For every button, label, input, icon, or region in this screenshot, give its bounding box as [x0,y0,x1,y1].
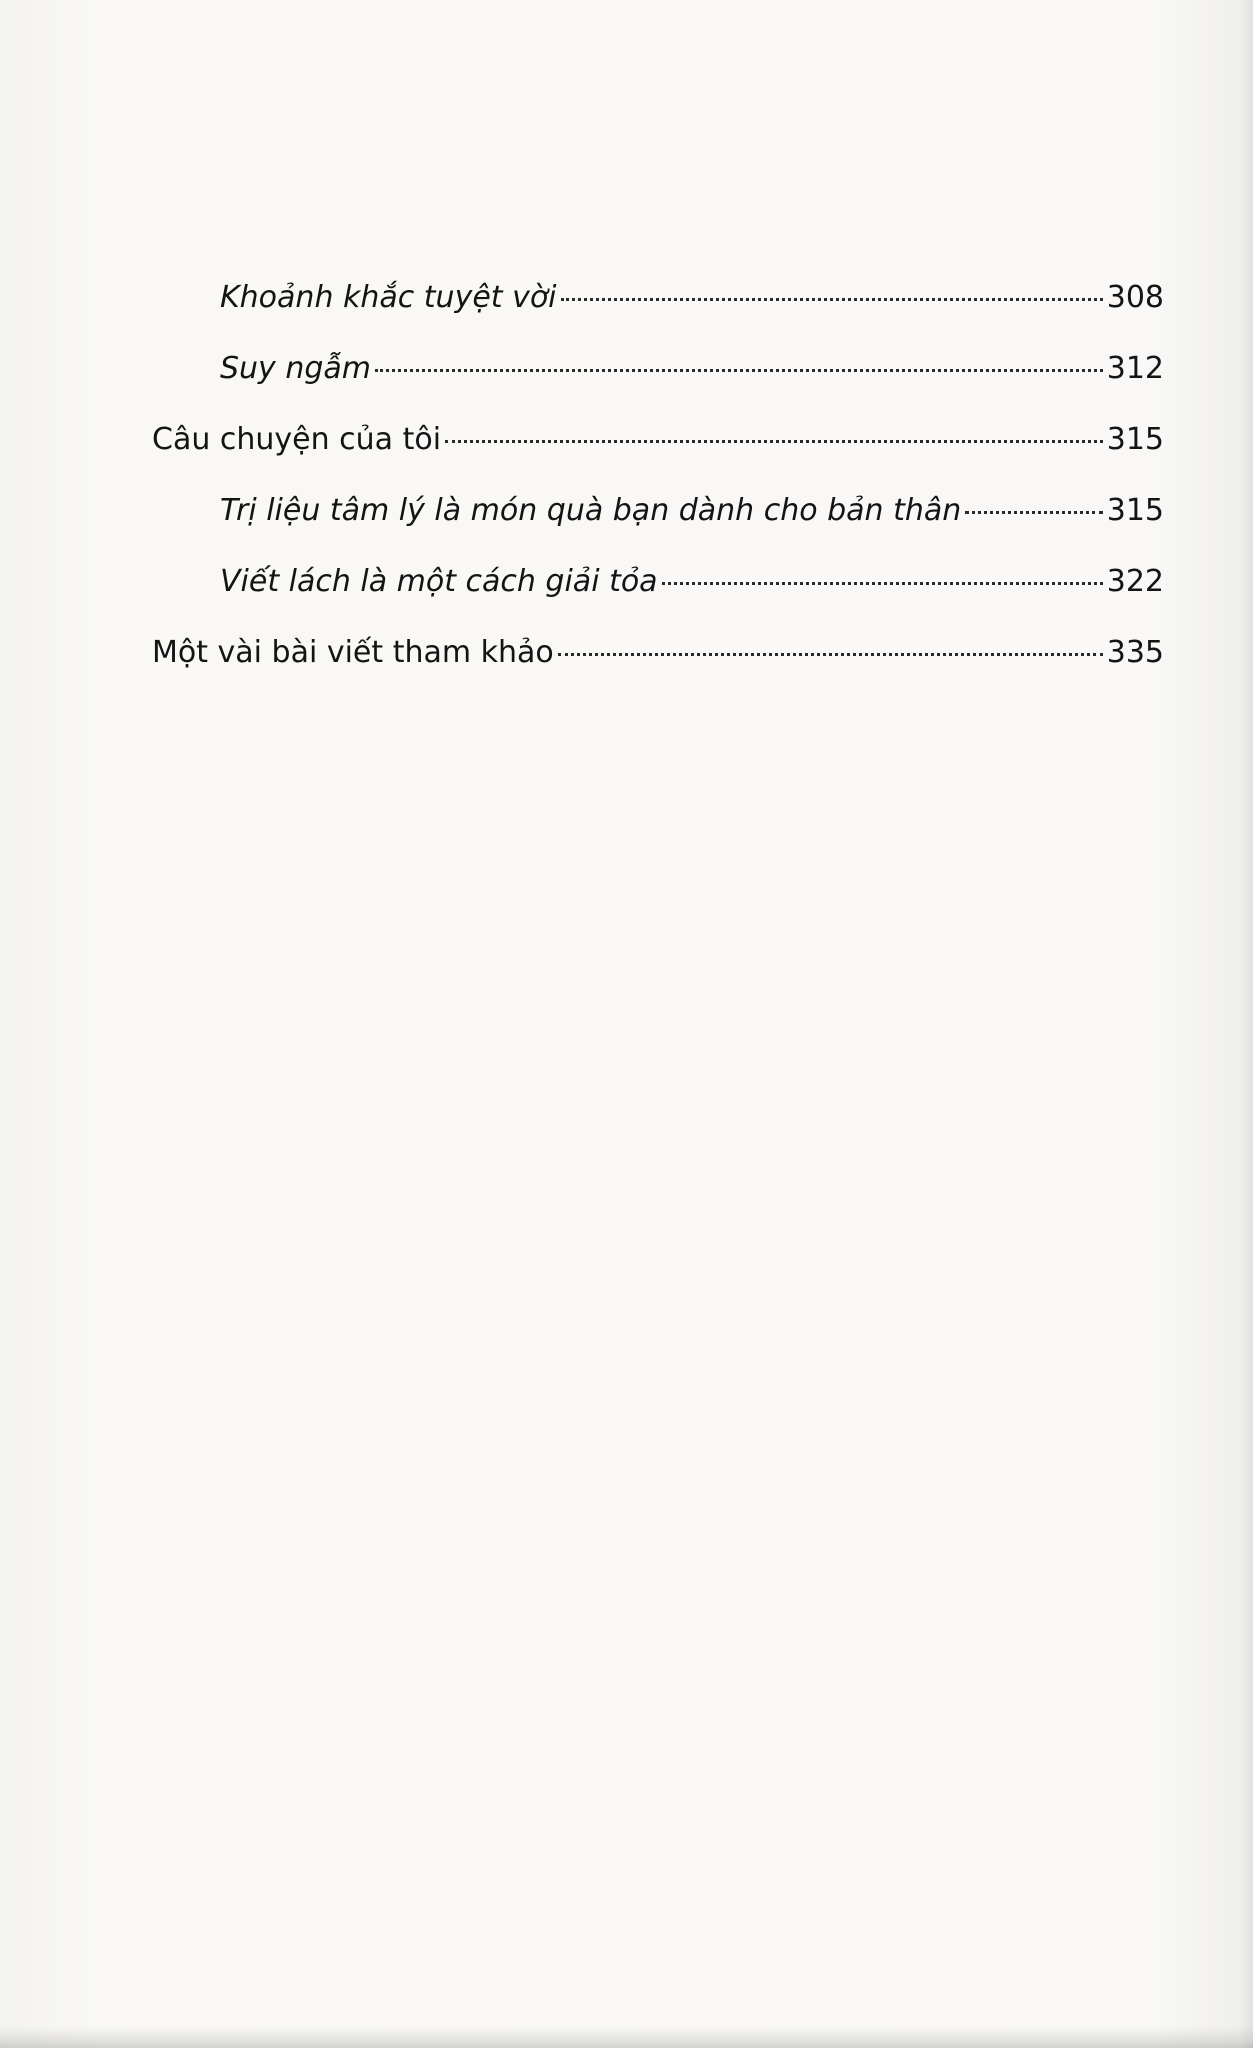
toc-entry-title: Một vài bài viết tham khảo [152,635,554,670]
toc-entry-page: 315 [1106,493,1164,528]
toc-entry-title: Suy ngẫm [220,351,372,386]
dot-leader [561,298,1103,301]
toc-entry-title: Khoảnh khắc tuyệt vời [220,280,557,315]
toc-entry [152,617,1164,688]
toc-entry-page: 315 [1106,422,1164,457]
toc-entry-page: 335 [1106,635,1164,670]
toc-entry-page: 312 [1106,351,1164,386]
dot-leader [558,653,1103,656]
toc-entry [152,262,1164,333]
toc-entry [152,333,1164,404]
toc-entry [152,404,1164,475]
dot-leader [375,369,1103,372]
toc-entry-page: 322 [1106,564,1164,599]
page-bottom-edge [0,2026,1253,2048]
toc-entry-title: Viết lách là một cách giải tỏa [220,564,658,599]
table-of-contents [152,262,1164,688]
toc-entry-title: Trị liệu tâm lý là món quà bạn dành cho bản thân [220,493,962,528]
toc-entry-page: 308 [1106,280,1164,315]
dot-leader [662,582,1103,585]
toc-entry [152,546,1164,617]
dot-leader [965,511,1102,514]
toc-entry-title: Câu chuyện của tôi [152,422,442,457]
page-spine-shadow [1239,0,1253,2048]
dot-leader [445,440,1103,443]
toc-entry [152,475,1164,546]
